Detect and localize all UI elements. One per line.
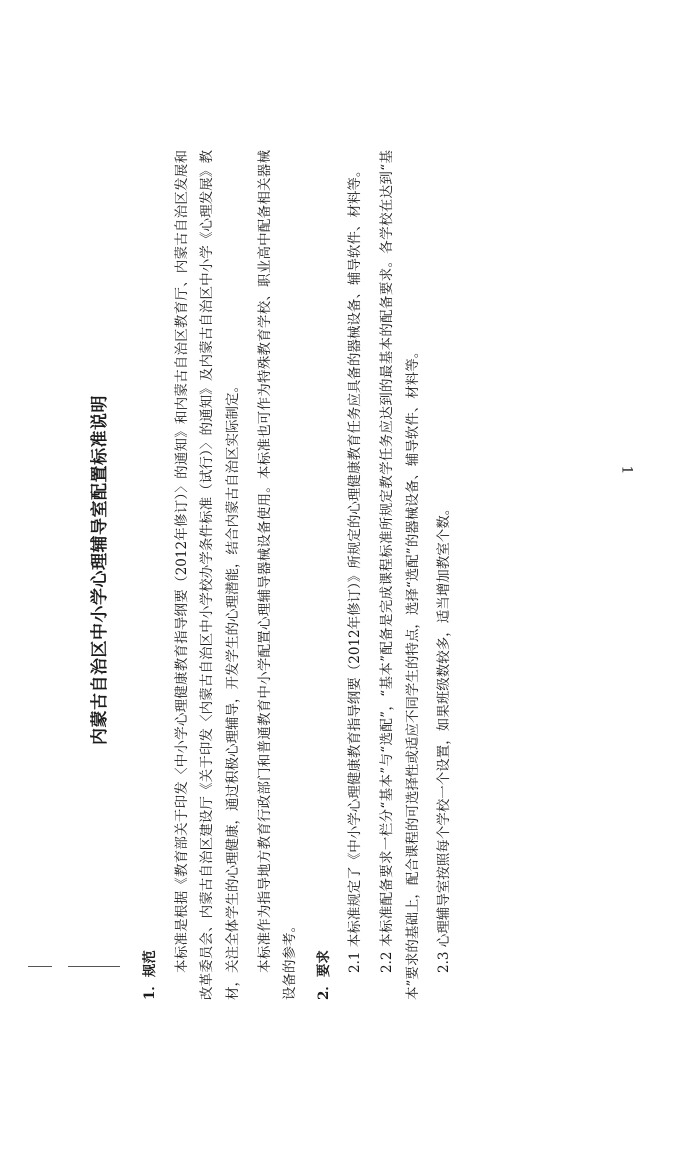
scan-mark-line — [68, 966, 120, 967]
paragraph-2-1: 2.1 本标准规定了《中小学心理健康教育指导纲要（2012年修订）》所规定的心理健康教育任务应具备的器械设备、辅导软件、材料等。 — [347, 163, 364, 973]
section-heading-standard: 1．规范 — [142, 950, 158, 1000]
page-number: 1 — [618, 465, 635, 475]
paragraph-scope: 本标准作为指导地方教育行政部门和普通教育中小学配置心理辅导器械设备使用。本标准也可作为特殊教育学校、职业高中配备相关器械设备的参考。 — [256, 150, 299, 1000]
scan-mark-line — [28, 966, 52, 967]
document-body — [130, 150, 660, 1000]
paragraph-basis: 本标准是根据《教育部关于印发〈中小学心理健康教育指导纲要（2012年修订）〉的通知》和内蒙古自治区教育厅、内蒙古自治区发展和改革委员会、内蒙古自治区建设厅《关于印发〈内蒙古自治区中小学校办学条件标准（试行）〉的通知》及内蒙古自治区中小学《心理发展》教材，关注全体学生的心理健康，通过积极心理辅导，开发学生的心理潜能，结合内蒙古自治区实际制定。 — [173, 150, 241, 1000]
paragraph-2-3: 2.3 心理辅导室按照每个学校一个设置，如果班级数较多，适当增加教室个数。 — [436, 501, 453, 973]
document-title: 内蒙古自治区中小学心理辅导室配置标准说明 — [90, 395, 110, 745]
section-heading-requirements: 2．要求 — [315, 950, 332, 1000]
paragraph-2-2: 2.2 本标准配备要求一栏分“基本”与“选配”，“基本”配备是完成课程标准所规定教学任务应达到的最基本的配备要求。各学校在达到“基本”要求的基础上，配合课程的可选择性或适应不同学生的特点，选择“选配”的器械设备、辅导软件、材料等。 — [379, 150, 421, 1000]
